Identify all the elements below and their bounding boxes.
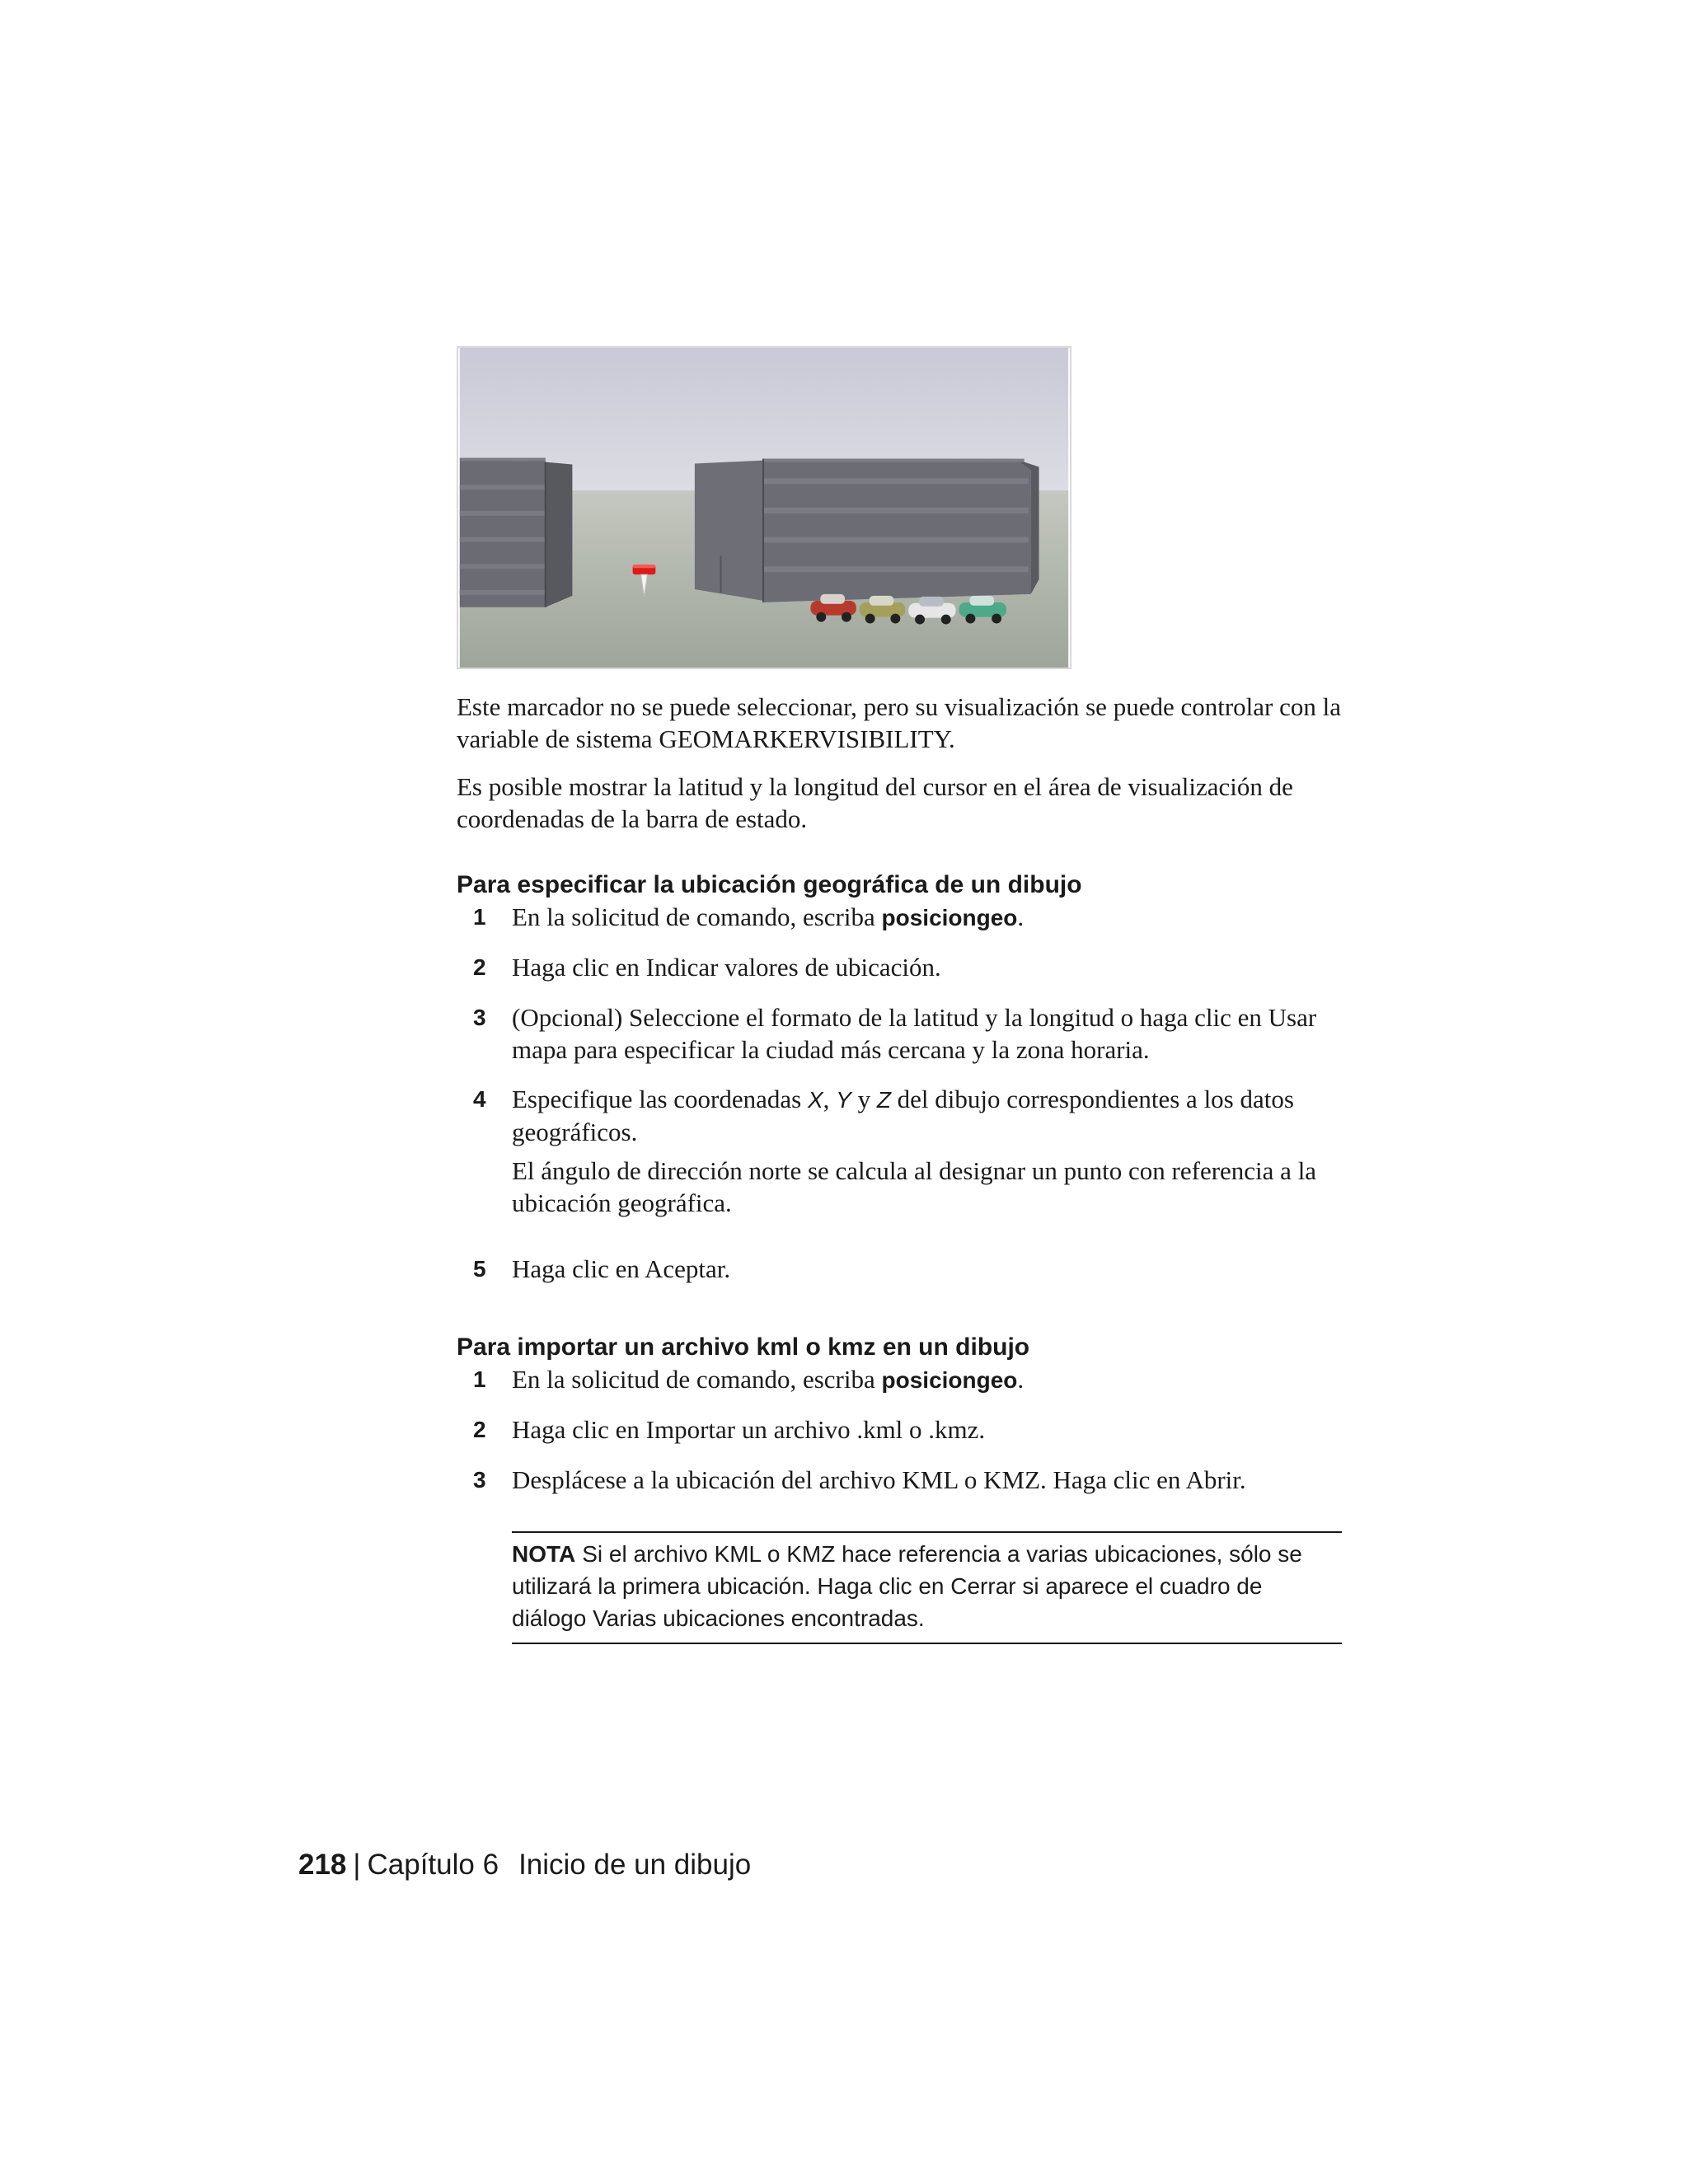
step-number: 1 <box>473 904 486 930</box>
note-text: Si el archivo KML o KMZ hace referencia a varias ubicaciones, sólo se utilizará la primera ubicación. Haga clic en Cerrar si aparece el cuadro de diálogo Varias ubicaciones encontradas. <box>512 1541 1302 1631</box>
scene-figure <box>457 346 1071 669</box>
step-number: 4 <box>473 1086 486 1112</box>
step-number: 1 <box>473 1366 486 1392</box>
step-1-2 <box>457 951 1342 983</box>
intro-paragraph-1 <box>457 691 1342 755</box>
step-2-3 <box>457 1464 1342 1496</box>
section-heading-import: Para importar un archivo kml o kmz en un dibujo <box>457 1333 1030 1361</box>
command-name: posiciongeo <box>881 905 1018 930</box>
step-1-1 <box>457 901 1342 934</box>
step-number: 5 <box>473 1256 486 1282</box>
step-text: Especifique las coordenadas X, Y y Z del dibujo correspondientes a los datos geográficos. <box>512 1085 1294 1146</box>
step-text: Haga clic en Aceptar. <box>512 1254 731 1283</box>
step-text: Haga clic en Importar un archivo .kml o .kmz. <box>512 1415 986 1444</box>
intro-paragraph-2 <box>457 771 1342 835</box>
chapter-title: Inicio de un dibujo <box>518 1849 752 1881</box>
step-2-2 <box>457 1413 1342 1446</box>
page-number: 218 <box>298 1849 347 1881</box>
step-subtext: El ángulo de dirección norte se calcula al designar un punto con referencia a la ubicación geográfica. <box>512 1156 1317 1217</box>
step-number: 2 <box>473 954 486 980</box>
step-text: (Opcional) Seleccione el formato de la latitud y la longitud o haga clic en Usar mapa para especificar la ciudad más cercana y la zona horaria. <box>512 1003 1317 1064</box>
step-number: 3 <box>473 1467 486 1493</box>
step-2-1 <box>457 1363 1342 1396</box>
command-name: posiciongeo <box>881 1367 1018 1393</box>
step-text: En la solicitud de comando, escriba posiciongeo. <box>512 1365 1025 1394</box>
paragraph-text: Es posible mostrar la latitud y la longitud del cursor en el área de visualización de coordenadas de la barra de estado. <box>457 772 1293 833</box>
footer-separator: | <box>353 1849 361 1881</box>
note-label: NOTA <box>512 1541 576 1567</box>
step-text: Haga clic en Indicar valores de ubicación. <box>512 953 941 982</box>
step-1-4 <box>457 1083 1342 1219</box>
step-text: Desplácese a la ubicación del archivo KML o KMZ. Haga clic en Abrir. <box>512 1465 1246 1494</box>
left-building <box>460 458 573 607</box>
step-number: 2 <box>473 1417 486 1442</box>
step-text: En la solicitud de comando, escriba posiciongeo. <box>512 902 1025 931</box>
right-building <box>695 459 1039 602</box>
step-1-3 <box>457 1001 1342 1066</box>
step-number: 3 <box>473 1005 486 1030</box>
paragraph-text: Este marcador no se puede seleccionar, pero su visualización se puede controlar con la variable de sistema GEOMARKERVISIBILITY. <box>457 692 1341 753</box>
note-box <box>512 1531 1342 1644</box>
section-heading-location: Para especificar la ubicación geográfica de un dibujo <box>457 871 1082 898</box>
page-footer <box>298 1848 751 1882</box>
step-1-5 <box>457 1253 1342 1285</box>
chapter-label: Capítulo 6 <box>367 1849 499 1881</box>
